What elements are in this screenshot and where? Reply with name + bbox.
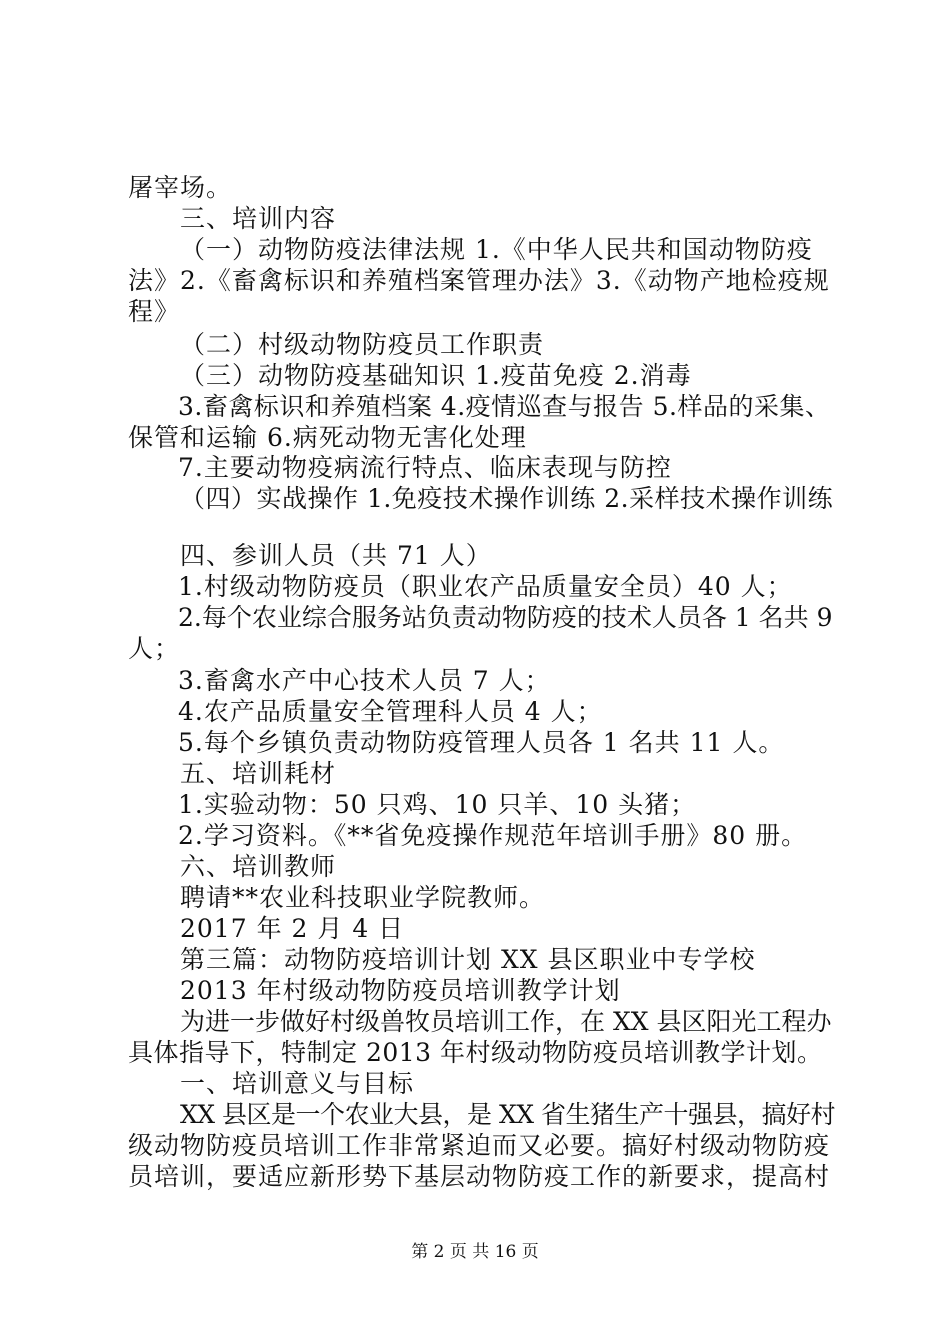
text-line: 法》2.《畜禽标识和养殖档案管理办法》3.《动物产地检疫规 [128, 266, 830, 295]
section-heading: 四、参训人员（共 71 人） [180, 541, 492, 570]
text-line: 级动物防疫员培训工作非常紧迫而又必要。搞好村级动物防疫 [128, 1131, 831, 1160]
chapter-subtitle: 2013 年村级动物防疫员培训教学计划 [180, 976, 621, 1005]
text-line: （四）实战操作 1.免疫技术操作训练 2.采样技术操作训练 [180, 484, 834, 513]
section-heading: 三、培训内容 [180, 204, 337, 233]
text-line: （二）村级动物防疫员工作职责 [180, 330, 545, 359]
text-line: 保管和运输 6.病死动物无害化处理 [128, 423, 527, 452]
page-number: 第 2 页 共 16 页 [411, 1242, 539, 1262]
text-line: 2.学习资料。《**省免疫操作规范年培训手册》80 册。 [178, 821, 808, 850]
text-line: 为进一步做好村级兽牧员培训工作，在 XX 县区阳光工程办 [180, 1007, 832, 1036]
chapter-title: 第三篇：动物防疫培训计划 XX 县区职业中专学校 [180, 945, 756, 974]
text-line: 1.村级动物防疫员（职业农产品质量安全员）40 人； [178, 572, 793, 601]
text-line: 具体指导下，特制定 2013 年村级动物防疫员培训教学计划。 [128, 1038, 823, 1067]
date-line: 2017 年 2 月 4 日 [180, 914, 405, 943]
text-line: 员培训，要适应新形势下基层动物防疫工作的新要求，提高村 [128, 1162, 831, 1191]
text-line: 3.畜禽标识和养殖档案 4.疫情巡查与报告 5.样品的采集、 [178, 392, 831, 421]
text-line: 5.每个乡镇负责动物防疫管理人员各 1 名共 11 人。 [178, 728, 785, 757]
section-heading: 五、培训耗材 [180, 759, 337, 788]
text-line: 2.每个农业综合服务站负责动物防疫的技术人员各 1 名共 9 [178, 603, 833, 632]
text-line: 1.实验动物：50 只鸡、10 只羊、10 头猪； [178, 790, 697, 819]
text-line: 屠宰场。 [128, 173, 233, 202]
section-heading: 六、培训教师 [180, 852, 337, 881]
text-line: 4.农产品质量安全管理科人员 4 人； [178, 697, 603, 726]
text-line: 7.主要动物疫病流行特点、临床表现与防控 [178, 453, 672, 482]
text-line: 3.畜禽水产中心技术人员 7 人； [178, 666, 551, 695]
text-line: （一）动物防疫法律法规 1.《中华人民共和国动物防疫 [180, 235, 813, 264]
text-line: 聘请**农业科技职业学院教师。 [180, 883, 546, 912]
text-line: 人； [128, 634, 181, 663]
text-line: （三）动物防疫基础知识 1.疫苗免疫 2.消毒 [180, 361, 692, 390]
section-heading: 一、培训意义与目标 [180, 1069, 415, 1098]
text-line: XX 县区是一个农业大县，是 XX 省生猪生产十强县，搞好村 [180, 1100, 836, 1129]
text-line: 程》 [128, 297, 181, 326]
